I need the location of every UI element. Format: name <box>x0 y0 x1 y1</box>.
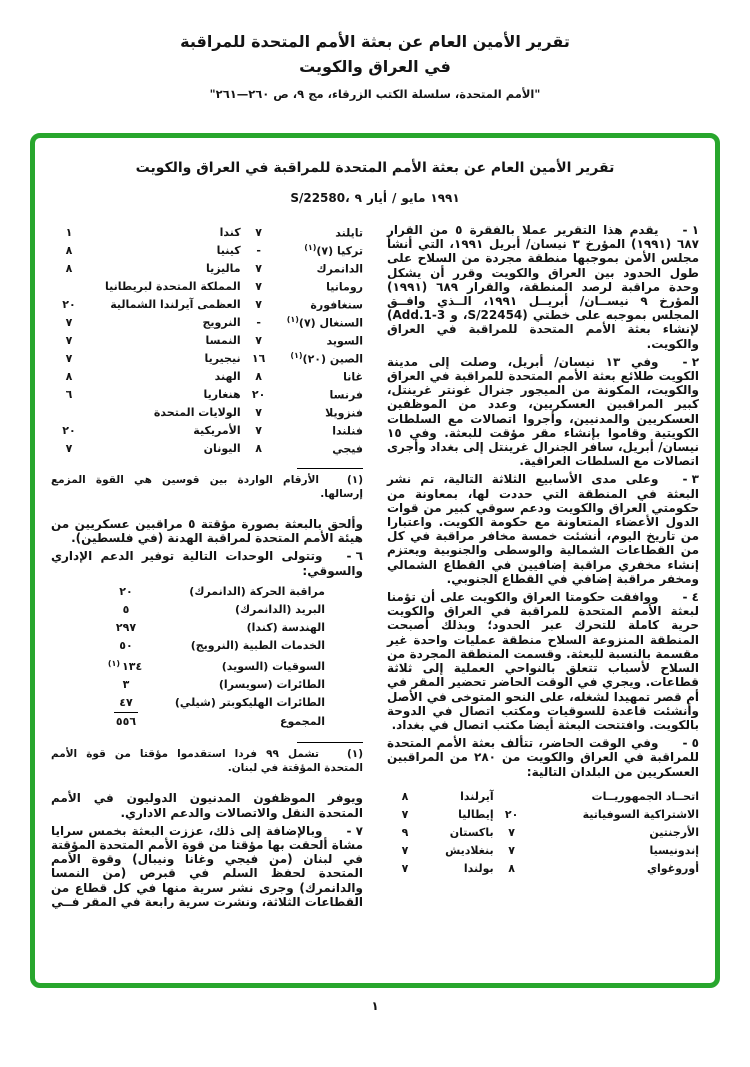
paragraph-4 <box>387 590 699 732</box>
paragraph-2-number: ٢ - <box>682 354 700 369</box>
two-column-body <box>35 205 715 913</box>
unit-strength: ٥ <box>122 602 130 616</box>
observer-count-cell: ٨ <box>65 369 73 383</box>
right-column <box>387 219 699 913</box>
unit-label: مراقبة الحركة (الدانمرك) <box>189 584 325 598</box>
header-title-line2: في العراق والكويت <box>299 56 451 76</box>
observer-count-cell: ٧ <box>255 297 262 311</box>
country-name-cell: باكستان <box>449 826 494 840</box>
footnote-divider <box>297 742 363 743</box>
observer-count-cell: ٧ <box>65 351 73 365</box>
country-name-cell: بنغلاديش <box>445 844 494 858</box>
footnote-marker-sup: (١) <box>290 350 303 360</box>
unit-label: الطائرات (سويسرا) <box>218 678 325 692</box>
observer-count-cell: ٧ <box>255 279 262 293</box>
footnote-marker-sup: (١) <box>286 314 299 324</box>
country-name-cell: غانا <box>343 370 363 384</box>
observer-count-cell: ٨ <box>65 243 73 257</box>
paragraph-5 <box>387 736 699 779</box>
unit-label: الخدمات الطبية (النرويج) <box>190 638 325 652</box>
observer-row <box>51 259 363 277</box>
country-name-cell: المملكة المتحدة لبريطانيا <box>105 279 241 293</box>
observer-row <box>387 788 699 806</box>
observer-count-cell: ٨ <box>255 369 262 383</box>
observer-count-cell <box>494 788 530 806</box>
paragraph-6 <box>51 549 363 577</box>
page-number: ١ <box>371 999 379 1013</box>
footnote-2-marker: (١) <box>346 748 363 761</box>
country-name-cell: كندا <box>219 225 241 239</box>
unit-row <box>99 637 325 655</box>
country-name-cell: تايلند <box>335 226 363 240</box>
paragraph-4-number: ٤ - <box>682 590 699 605</box>
country-name-cell: ماليزيا <box>205 261 241 275</box>
observer-count-cell: - <box>256 243 261 257</box>
country-name-cell: إيطاليا <box>458 808 494 822</box>
unit-strength: ٣ <box>122 678 130 692</box>
unit-strength: ٢٩٧ <box>115 620 137 634</box>
unit-strength: ١٣٤$^{(١)}$ <box>107 658 143 674</box>
observer-row <box>51 367 363 385</box>
paragraph-3-text: وعلى مدى الأسابيع الثلاثة التالية، تم نشر البعثة في المنطقة التي حددت لها، بمعاونة من حكومتي العراق والكويت ودعم سوقي كبير من قوات الدول الأعضاء المتعاونة مع حكومة الكويت. واعتبارا من تاريخ اليوم، أنشئت خمسة مخافر مراقبة في كل من القطاعات الشمالية والوسطى والجنوبية ويعتزم إنشاء مخفري مراقبة إضافيين في القطاع الشمالي ومخفر مراقبة إضافي في القطاع الجنوبي. <box>387 472 699 586</box>
observer-count-cell <box>51 403 87 421</box>
unit-row <box>99 676 325 694</box>
observer-count-cell: ١٦ <box>251 351 266 365</box>
observers-table-right <box>387 788 699 878</box>
country-name-cell: أوروغواي <box>646 862 699 876</box>
observer-row <box>51 403 363 421</box>
country-name-cell: هنغاريا <box>203 387 241 401</box>
unit-row <box>99 655 325 677</box>
paragraph-1 <box>387 223 699 351</box>
country-name-cell: الهند <box>214 369 241 383</box>
header-title-line1: تقرير الأمين العام عن بعثة الأمم المتحدة للمراقبة <box>180 32 570 51</box>
paragraph-7 <box>51 824 363 909</box>
unit-label: السوقيات (السويد) <box>221 660 325 674</box>
paragraph-5-text: وفي الوقت الحاضر، تتألف بعثة الأمم المتحدة للمراقبة في العراق والكويت من ٢٨٠ من المراقبين العسكريين من البلدان التالية: <box>387 736 699 779</box>
unit-strength: ٤٧ <box>119 696 133 710</box>
footnote-divider <box>297 468 363 469</box>
observer-count-cell: ٧ <box>255 261 262 275</box>
country-name-cell: السويد <box>326 334 363 348</box>
unit-total-row <box>99 712 325 731</box>
country-name-cell: الصين (٢٠)$^{(١)}$ <box>290 350 363 366</box>
footnote-2 <box>51 748 363 775</box>
support-units-table <box>99 583 325 732</box>
observer-count-cell: ٧ <box>255 423 262 437</box>
paragraph-1-number: ١ - <box>682 223 700 237</box>
observer-count-cell: ٧ <box>508 844 515 858</box>
paragraph-attached-observers: وألحق بالبعثة بصورة مؤقتة ٥ مراقبين عسكريين من هيئة الأمم المتحدة لمراقبة الهدنة (في فلسطين). <box>51 517 363 546</box>
footnote-marker-sup: (١) <box>107 658 121 668</box>
paragraph-civilian-staff: ويوفر الموظفون المدنيون الدوليون في الأمم المتحدة النقل والاتصالات والدعم الاداري. <box>51 791 363 820</box>
paragraph-6-number: ٦ - <box>346 549 363 564</box>
observer-count-cell: ٨ <box>401 790 409 804</box>
observer-row <box>387 842 699 860</box>
observer-row <box>51 421 363 439</box>
country-name-cell: نيجيريا <box>204 351 241 365</box>
unit-row <box>99 694 325 712</box>
paragraph-3 <box>387 472 699 586</box>
observer-count-cell: ٨ <box>508 862 515 876</box>
country-name-cell: النمسا <box>205 333 241 347</box>
observer-count-cell: ٩ <box>401 826 409 840</box>
observer-count-cell: ١ <box>65 225 73 239</box>
observer-count-cell: ٧ <box>255 333 262 347</box>
paragraph-7-number: ٧ - <box>346 823 363 838</box>
observers-table-left <box>51 223 363 457</box>
observer-count-cell: ٨ <box>255 441 262 455</box>
unit-row <box>99 619 325 637</box>
observer-count-cell <box>51 277 87 295</box>
observer-count-cell: ٧ <box>255 225 262 239</box>
paragraph-1-text: يقدم هذا التقرير عملا بالفقرة ٥ من القرار ٦٨٧ (١٩٩١) المؤرخ ٣ نيسان/ أبريل ١٩٩١، التي أنشأ مجلس الأمن بموجبها منطقة مجردة من السلاح على طول الحدود بين العراق والكويت وقرر أن يشكل وحدة مراقبة لرصد المنطقة، والقرار ٦٨٩ (١٩٩١) المؤرخ ٩ نيســان/ أبريــل ١٩٩١، الــذي وافــق المجلس بموجبه على خطتي (S/22454، و Add.1-3) لإنشاء بعثة الأمم المتحدة للمراقبة في العراق والكويت. <box>387 223 699 351</box>
unit-label: الطائرات الهليكوبتر (شيلي) <box>174 696 325 710</box>
paragraph-2 <box>387 355 699 469</box>
observer-count-cell: ٧ <box>508 826 515 840</box>
paragraph-2-text: وفي ١٣ نيسان/ أبريل، وصلت إلى مدينة الكويت طلائع بعثة الأمم المتحدة للمراقبة في العراق والكويت، المكونة من الميجور جنرال غونتر غرينتل، كبير المراقبين العسكريين، وعدد من الموظفين العسكريين والمدنيين، وأجروا اتصالات مع السلطات الكويتية وقاموا بإنشاء مقر مؤقت للبعثة. وفي ١٥ نيسان/ أبريل، سافر الجنرال غرينتل إلى بغداد وأجرى اتصالات مع السلطات العراقية. <box>387 354 699 469</box>
document-title: تقرير الأمين العام عن بعثة الأمم المتحدة للمراقبة في العراق والكويت <box>135 160 615 176</box>
unit-label: الهندسة (كندا) <box>246 620 325 634</box>
unit-row <box>99 601 325 619</box>
country-name-cell: بولندا <box>463 862 494 876</box>
country-name-cell: آيرلندا <box>460 790 494 804</box>
country-name-cell: رومانيا <box>326 280 363 294</box>
country-name-cell: سنغافورة <box>310 298 363 312</box>
country-name-cell: فنلندا <box>332 424 363 438</box>
observer-count-cell: ٨ <box>65 261 73 275</box>
country-name-cell: اليونان <box>203 441 241 455</box>
unit-row <box>99 583 325 601</box>
footnote-marker-sup: (١) <box>304 242 317 252</box>
reference-month-latin: مايو <box>401 191 426 205</box>
observer-row <box>51 295 363 313</box>
reference-symbol: S/22580، <box>290 191 350 205</box>
observer-row <box>387 824 699 842</box>
reference-month-arabic: أيار <box>366 191 388 205</box>
country-name-cell: اتحــاد الجمهوريــات <box>591 790 699 804</box>
country-name-cell: فرنسا <box>329 388 363 402</box>
paragraph-6-text: وتتولى الوحدات التالية توفير الدعم الإداري والسوقي: <box>51 549 363 578</box>
observer-row <box>51 223 363 241</box>
green-border-box <box>30 133 720 988</box>
country-name-cell: الدانمرك <box>316 262 363 276</box>
paragraph-3-number: ٣ - <box>682 472 699 487</box>
observer-row <box>387 806 699 824</box>
footnote-1 <box>51 474 363 501</box>
observer-row <box>51 313 363 331</box>
observer-count-cell: ٢٠ <box>504 808 519 822</box>
observer-row <box>51 277 363 295</box>
country-name-cell: العظمى آيرلندا الشمالية <box>110 297 241 311</box>
left-column <box>51 219 363 913</box>
country-name-cell: تركيا (٧)$^{(١)}$ <box>304 242 363 258</box>
observer-count-cell: ٧ <box>401 862 409 876</box>
observer-count-cell: ٧ <box>401 844 409 858</box>
unit-label: البريد (الدانمرك) <box>234 602 325 616</box>
observer-count-cell: ٦ <box>65 387 73 401</box>
unit-strength: ٥٠ <box>119 638 133 652</box>
observer-count-cell: ٧ <box>255 405 262 419</box>
country-name-cell: الاشتراكية السوفياتية <box>582 808 699 822</box>
reference-day: ٩ <box>354 191 362 205</box>
observer-row <box>387 860 699 878</box>
observer-count-cell: ٧ <box>401 808 409 822</box>
observer-count-cell: ٢٠ <box>251 387 266 401</box>
observer-row <box>51 331 363 349</box>
country-name-cell: كينيا <box>216 243 241 257</box>
country-name-cell: السنغال (٧)$^{(١)}$ <box>286 314 363 330</box>
paragraph-4-text: ووافقت حكومتا العراق والكويت على أن تؤمنا لبعثة الأمم المتحدة للمراقبة في العراق والكويت حرية كاملة للتحرك عبر الحدود؛ وبذلك أصبحت المنطقة المنزوعة السلاح منطقة عمليات واحدة غير مقسمة بالنسبة للبعثة. وقسمت المنطقة المجردة من السلاح لأسباب تتعلق بالنواحي العملية إلى ثلاثة قطاعات. ويجري في الوقت الحاضر تحضير المقر في أم قصر تمهيدا لشغله، على النحو المتوخى في الأصل وأنشئت قاعدة للسوقيات ومكتب اتصال في الدوحة بالكويت. وافتتحت البعثة أيضا مكتب اتصال في بغداد. <box>387 590 699 732</box>
header-source-line: "الأمم المتحدة، سلسلة الكتب الزرقاء، مج ٩، ص ٢٦٠—٢٦١" <box>209 86 541 101</box>
footnote-2-text: تشمل ٩٩ فردا استقدموا مؤقتا من قوة الأمم المتحدة المؤقتة في لبنان. <box>51 748 363 774</box>
country-name-cell: الولايات المتحدة <box>153 405 241 419</box>
country-name-cell: الأرجنتين <box>649 826 699 840</box>
reference-year: ١٩٩١ <box>430 191 460 205</box>
paragraph-5-number: ٥ - <box>682 736 699 751</box>
country-name-cell: الأمريكية <box>193 423 241 437</box>
observer-count-cell: ٧ <box>65 315 73 329</box>
total-label: المجموع <box>280 715 325 729</box>
footnote-1-marker: (١) <box>346 474 363 486</box>
reference-slash: / <box>392 191 397 205</box>
country-name-cell: فيجي <box>332 442 363 456</box>
observer-count-cell: ٧ <box>65 441 73 455</box>
country-name-cell: النرويج <box>202 315 241 329</box>
observer-row <box>51 241 363 259</box>
paragraph-7-text: وبالإضافة إلى ذلك، عززت البعثة بخمس سرايا مشاة ألحقت بها مؤقتا من قوة الأمم المتحدة المؤقتة في لبنان (من فيجي وغانا ونيبال) وقوة الأمم المتحدة لحفظ السلم في قبرص (من النمسا والدانمرك) وجرى نشر سرية منها في كل قطاع من القطاعات الثلاثة، ونشرت سرية رابعة في المقر فــي <box>51 823 363 909</box>
observer-row <box>51 439 363 457</box>
observer-row <box>51 385 363 403</box>
observer-count-cell: ٢٠ <box>62 297 76 311</box>
unit-strength: ٢٠ <box>119 584 133 598</box>
document-reference <box>35 191 715 205</box>
footnote-1-text: الأرقام الواردة بين قوسين هي القوة المزمع إرسالها. <box>51 474 363 500</box>
country-name-cell: إندونيسيا <box>649 844 699 858</box>
total-value: ٥٥٦ <box>99 712 153 731</box>
observer-count-cell: ٧ <box>65 333 73 347</box>
observer-count-cell: ٢٠ <box>62 423 76 437</box>
page-header <box>0 0 750 101</box>
observer-count-cell: - <box>256 315 261 329</box>
country-name-cell: فنزويلا <box>325 406 363 420</box>
observer-row <box>51 349 363 367</box>
